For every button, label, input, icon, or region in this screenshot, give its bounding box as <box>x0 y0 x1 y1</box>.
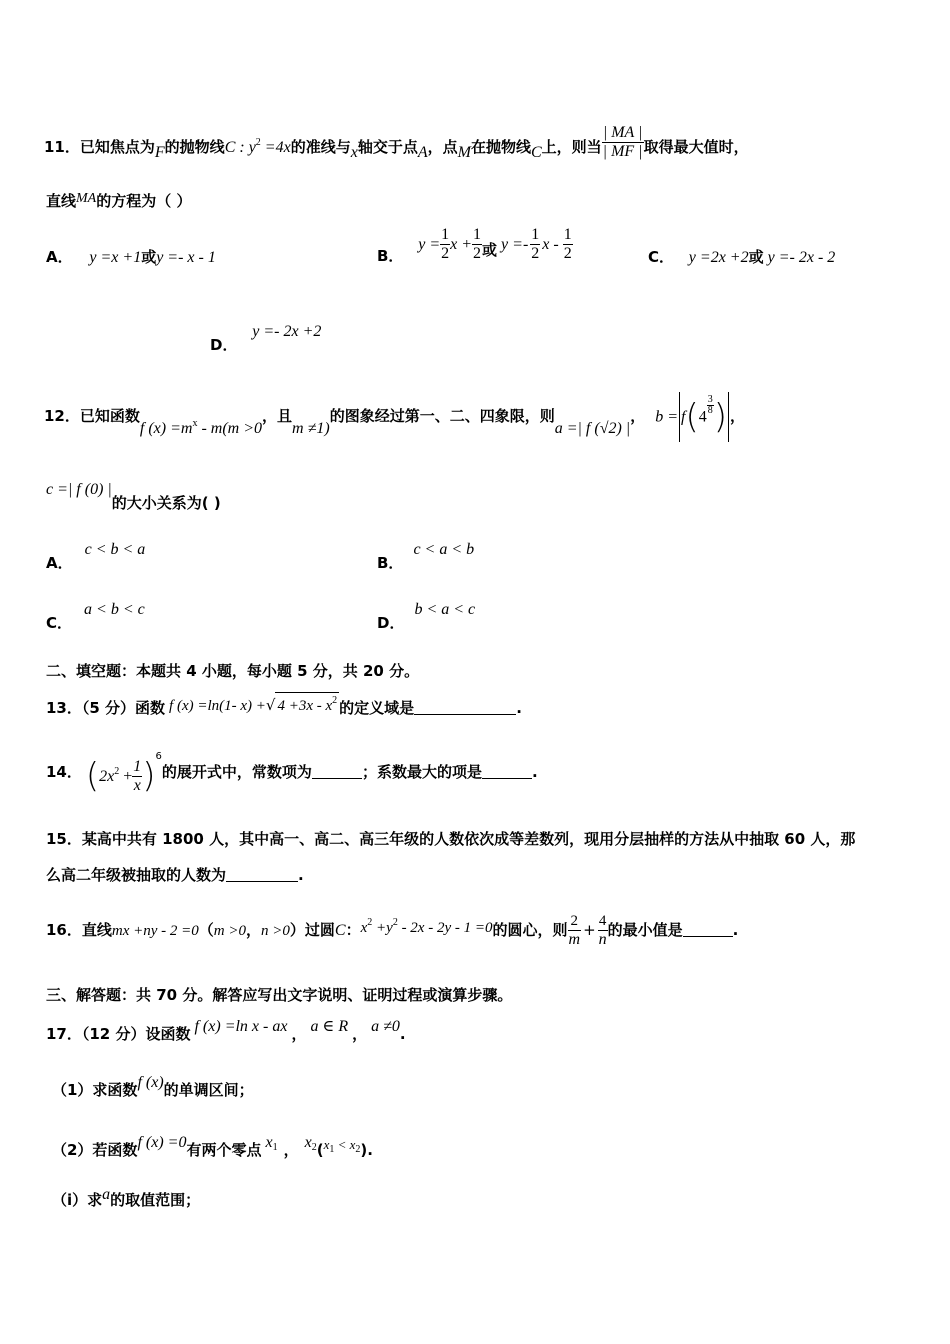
c-definition: c =| f (0) | <box>46 481 112 498</box>
q17-part-2: （2）若函数f (x) =0有两个零点 $x_1$ ， $x_2(x_1 < x_2)$. <box>52 1134 373 1159</box>
q11-stem-line-2: 直线MA的方程为（ ） <box>46 191 192 210</box>
section-3-heading: 三、解答题：共 70 分。解答应写出文字说明、证明过程或演算步骤。 <box>46 986 513 1004</box>
q12-option-b[interactable]: B．c < a < b <box>377 541 475 572</box>
q11-option-d[interactable]: D． y =- 2x +2 <box>210 323 322 354</box>
q16-line: 16．直线mx +ny - 2 =0（m >0，n >0）过圆C：$x^2 +y^2 - 2x - 2y - 1 =0$的圆心，则 $\frac{2}{m}$ + $\frac{4}{n}$ 的最小值是 . <box>46 913 739 948</box>
q11-number: 11． <box>44 138 80 156</box>
b-definition: b = f(4 $\frac{3}{8}$ ) <box>655 392 730 442</box>
q11-option-c[interactable]: C． y =2x +2或 y =- 2x - 2 <box>648 248 836 266</box>
q12-option-c[interactable]: C．a < b < c <box>46 601 145 632</box>
q15-answer-blank[interactable] <box>226 867 298 882</box>
min-expression: $\frac{2}{m}$ + $\frac{4}{n}$ <box>568 913 607 948</box>
q12-option-a[interactable]: A．c < b < a <box>46 541 146 572</box>
q17-number: 17． <box>46 1025 82 1043</box>
section-2-heading: 二、填空题：本题共 4 小题，每小题 5 分，共 20 分。 <box>46 662 420 680</box>
q12-stem-line: 12．已知函数f $(x) =m^x - m(m >0$，且m ≠1)的图象经过第一、二、四象限，则a =| f (√2) |， b = f(4 $\frac{3}{8}$ ) ， <box>44 386 745 446</box>
q17-stem-line: 17．（12 分）设函数 f (x) =ln x - ax ， a ∈ R ， a ≠0. <box>46 1018 406 1043</box>
q14-number: 14． <box>46 763 82 781</box>
q17-part-1: （1）求函数f (x)的单调区间； <box>52 1074 254 1099</box>
q15-line: 15．某高中共有 1800 人，其中高一、高二、高三年级的人数依次成等差数列，现用分层抽样的方法从中抽取 60 人，那 <box>46 830 856 848</box>
q11-option-a[interactable]: A． y =x +1或y =- x - 1 <box>46 248 216 266</box>
parabola-equation: C : $y^2 =4x$ <box>224 137 291 156</box>
q13-answer-blank[interactable] <box>414 700 516 715</box>
q16-number: 16． <box>46 921 82 939</box>
zeros-ordering: $x_1 < x_2$ <box>323 1137 361 1155</box>
circle-equation: $x^2 +y^2 - 2x - 2y - 1 =0$ <box>360 917 493 936</box>
q13-number: 13． <box>46 699 82 717</box>
line-equation: mx +ny - 2 =0 <box>111 923 199 939</box>
q11-stem-line: 11．已知焦点为F的抛物线C : $y^2 =4x$的准线与x轴交于点A，点M在抛物线C上，则当 $\frac{| MA |}{| MF |}$ 取得最大值时， <box>44 124 749 161</box>
domain-function: f (x) =ln(1- x) + <box>169 698 266 714</box>
q17-part-2-i: （i）求a的取值范围； <box>52 1186 201 1209</box>
q13-line: 13．（5 分）函数 f (x) =ln(1- x) +√ $4 +3x - x^2$ 的定义域是 . <box>46 692 522 718</box>
q11-option-b[interactable]: B． y = $\frac{1}{2}$ x + $\frac{1}{2}$ 或 y =- $\frac{1}{2}$ x - $\frac{1}{2}$ <box>377 226 572 265</box>
a-definition: a =| f (√2) | <box>554 420 631 437</box>
q12-option-d[interactable]: D．b < a < c <box>377 601 476 632</box>
focus-symbol: F <box>154 144 165 161</box>
q12-stem-line-2: c =| f (0) |的大小关系为( ) <box>46 481 221 512</box>
q14-constant-term-blank[interactable] <box>312 764 362 779</box>
q12-number: 12． <box>44 407 80 425</box>
function-definition: f $(x) =m^x - m(m >0$ <box>139 418 263 437</box>
binomial-expression: ($2x^2$ + $\frac{1}{x}$ )$^6$ <box>85 750 162 796</box>
q14-max-coefficient-blank[interactable] <box>482 764 532 779</box>
q14-line: 14． ($2x^2$ + $\frac{1}{x}$ )$^6$的展开式中，常数项为 ；系数最大的项是 . <box>46 750 538 796</box>
q15-line-2: 么高二年级被抽取的人数为 . <box>46 866 304 884</box>
q17-function: f (x) =ln x - ax <box>194 1018 288 1035</box>
ratio-fraction: $\frac{| MA |}{| MF |}$ <box>602 124 643 160</box>
q16-answer-blank[interactable] <box>683 922 733 937</box>
